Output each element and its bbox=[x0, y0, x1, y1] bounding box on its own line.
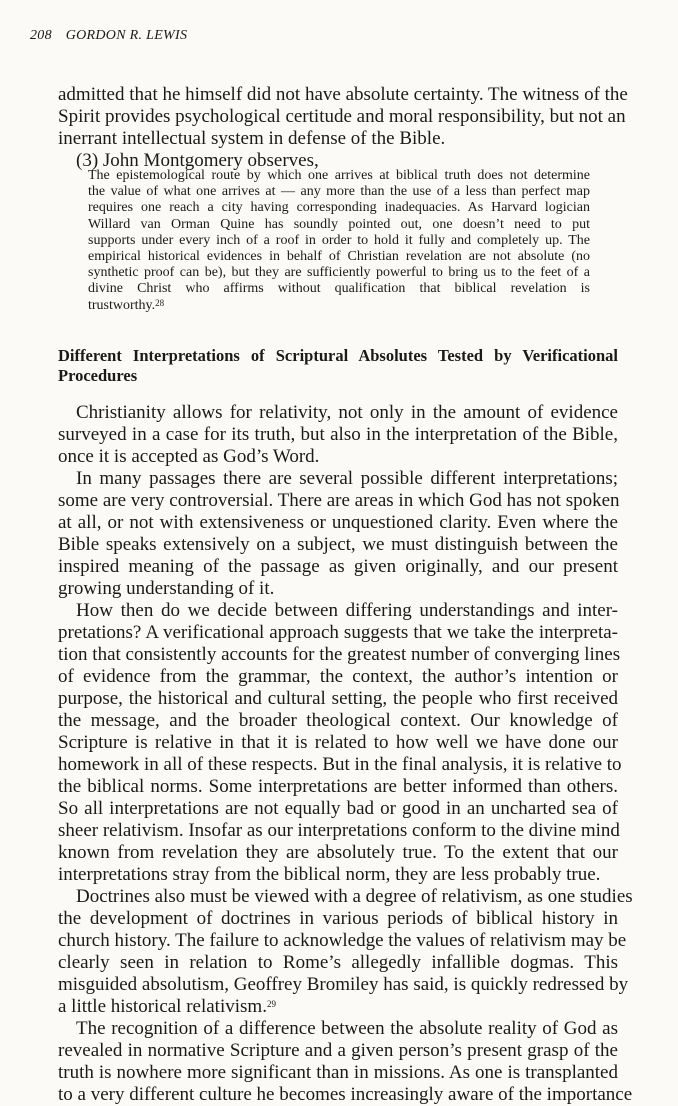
text-line: Doctrines also must be viewed with a degree of relativism, as one studies bbox=[76, 886, 633, 907]
text-line: purpose, the historical and cultural setting, the people who first received bbox=[58, 688, 618, 709]
text-line: once it is accepted as God’s Word. bbox=[58, 446, 320, 467]
block-quote bbox=[88, 168, 590, 314]
heading-line: Different Interpretations of Scriptural Absolutes Tested by Verificational bbox=[58, 346, 618, 365]
text-line: Willard van Orman Quine has soundly pointed out, one doesn’t need to put bbox=[88, 216, 590, 232]
text-line: How then do we decide between differing understandings and inter- bbox=[76, 600, 618, 621]
text-line: inerrant intellectual system in defense of the Bible. bbox=[58, 128, 446, 149]
text-line: a little historical relativism.$^{29}$ bbox=[58, 996, 276, 1017]
text-line: supports under every inch of a roof in order to hold it fully and completely up. The bbox=[88, 232, 590, 248]
page-number: 208 bbox=[30, 28, 52, 43]
text-line: trustworthy.$^{28}$ bbox=[88, 297, 165, 313]
text-line: admitted that he himself did not have absolute certainty. The witness of the bbox=[58, 84, 628, 105]
text-line: pretations? A verificational approach suggests that we take the interpreta- bbox=[58, 622, 618, 643]
heading-line: Procedures bbox=[58, 366, 138, 385]
text-line: the biblical norms. Some interpretations are better informed than others. bbox=[58, 776, 618, 797]
text-line: requires one reach a city having corresponding inadequacies. As Harvard logician bbox=[88, 200, 590, 216]
text-line: tion that consistently accounts for the greatest number of converging lines bbox=[58, 644, 621, 665]
text-line: Bible speaks extensively on a subject, we must distinguish between the bbox=[58, 534, 618, 555]
text-line: inspired meaning of the passage as given originally, and our present bbox=[58, 556, 618, 577]
text-line: misguided absolutism, Geoffrey Bromiley has said, is quickly redressed by bbox=[58, 974, 629, 995]
text-line: at all, or not with extensiveness or unquestioned clarity. Even where the bbox=[58, 512, 618, 533]
text-line: of evidence from the grammar, the context, the author’s intention or bbox=[58, 666, 618, 687]
text-line: The epistemological route by which one arrives at biblical truth does not determine bbox=[88, 168, 590, 183]
text-line: divine Christ who affirms without qualification that biblical revelation is bbox=[88, 281, 590, 297]
text-line: interpretations stray from the biblical norm, they are less probably true. bbox=[58, 864, 601, 885]
text-line: Christianity allows for relativity, not only in the amount of evidence bbox=[76, 402, 618, 423]
text-line: homework in all of these respects. But in the final analysis, it is relative to bbox=[58, 754, 622, 775]
text-line: revealed in normative Scripture and a given person’s present grasp of the bbox=[58, 1040, 618, 1061]
footnote-marker: 29 bbox=[266, 999, 276, 1009]
text-line: In many passages there are several possible different interpretations; bbox=[76, 468, 618, 489]
text-line: the development of doctrines in various periods of biblical history in bbox=[58, 908, 618, 929]
text-line: empirical historical evidences in behalf of Christian revelation are not absolute (no bbox=[88, 249, 590, 265]
text-line: some are very controversial. There are areas in which God has not spoken bbox=[58, 490, 620, 511]
text-line: the message, and the broader theological context. Our knowledge of bbox=[58, 710, 618, 731]
text-line: (3) John Montgomery observes, bbox=[76, 150, 319, 171]
text-line: surveyed in a case for its truth, but also in the interpretation of the Bible, bbox=[58, 424, 618, 445]
section-heading bbox=[58, 346, 618, 386]
text-line: Spirit provides psychological certitude and moral responsibility, but not an bbox=[58, 106, 626, 127]
running-author: GORDON R. LEWIS bbox=[65, 28, 188, 43]
text-line: growing understanding of it. bbox=[58, 578, 275, 599]
text-line: The recognition of a difference between the absolute reality of God as bbox=[76, 1018, 618, 1039]
footnote-marker: 28 bbox=[155, 297, 165, 308]
text-line: Scripture is relative in that it is related to how well we have done our bbox=[58, 732, 618, 753]
text-line: church history. The failure to acknowledge the values of relativism may be bbox=[58, 930, 627, 951]
text-line: synthetic proof can be), but they are sufficiently powerful to bring us to the feet of a bbox=[88, 265, 590, 281]
text-line: to a very different culture he becomes increasingly aware of the importance bbox=[58, 1084, 633, 1105]
intro-text bbox=[58, 84, 628, 172]
text-line: truth is nowhere more significant than in missions. As one is transplanted bbox=[58, 1062, 618, 1083]
body-text bbox=[58, 402, 633, 1106]
text-line: known from revelation they are absolutely true. To the extent that our bbox=[58, 842, 618, 863]
text-line: So all interpretations are not equally bad or good in an uncharted sea of bbox=[58, 798, 618, 819]
text-line: sheer relativism. Insofar as our interpretations conform to the divine mind bbox=[58, 820, 620, 841]
text-line: clearly seen in relation to Rome’s allegedly infallible dogmas. This bbox=[58, 952, 618, 973]
text-line: the value of what one arrives at — any more than the use of a less than perfect map bbox=[88, 184, 590, 200]
running-header bbox=[30, 28, 197, 44]
